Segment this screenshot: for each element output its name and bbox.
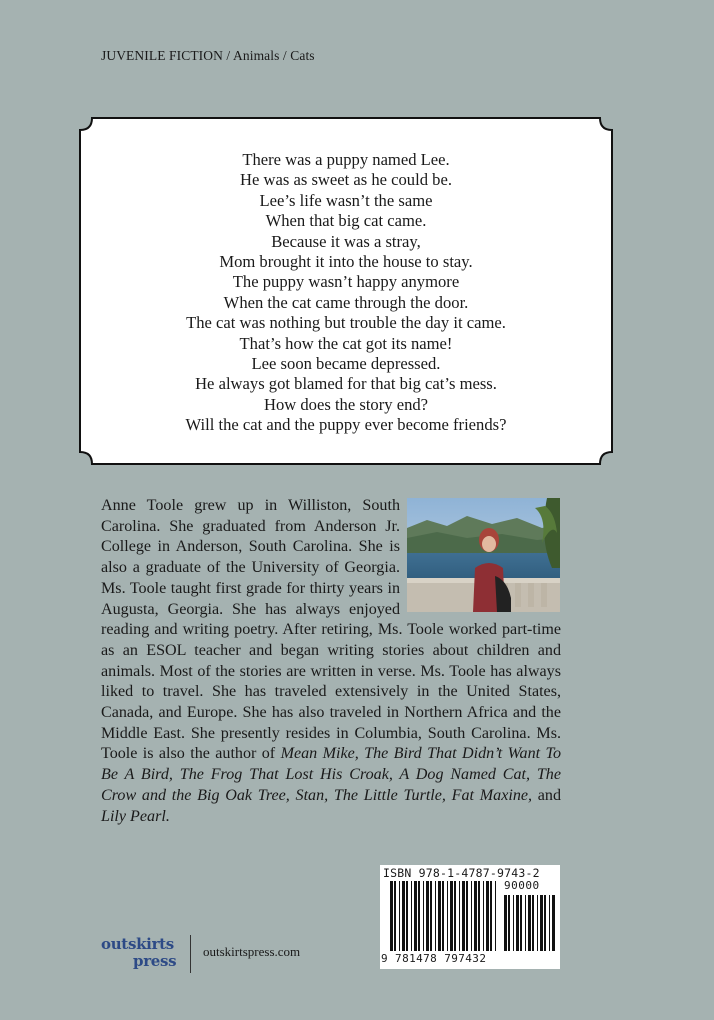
bio-book-titles: Mean Mike, The Bird That Didn’t Want To Be A Bird, The Frog That Lost His Croak, A Dog Named Cat, The Crow and the Big Oak Tree, Stan, The Little Turtle, Fat Maxine, (101, 745, 561, 804)
ean-digits: 9 781478 797432 (381, 952, 487, 965)
poem-line: When that big cat came. (265, 211, 427, 231)
poem-line: Lee’s life wasn’t the same (259, 190, 433, 210)
poem-line: How does the story end? (263, 394, 429, 414)
poem-line: There was a puppy named Lee. (242, 150, 450, 169)
poem-line: Will the cat and the puppy ever become friends? (185, 415, 507, 435)
price-code: 90000 (504, 879, 540, 892)
poem-line: Mom brought it into the house to stay. (219, 252, 473, 272)
author-bio (101, 496, 561, 827)
bio-and: and (532, 786, 561, 804)
publisher-logo (101, 935, 181, 979)
logo-press: press (133, 952, 177, 970)
publisher-url: outskirtspress.com (203, 944, 301, 959)
isbn-label: ISBN 978-1-4787-9743-2 (383, 866, 540, 880)
category-label: JUVENILE FICTION / Animals / Cats (101, 48, 315, 63)
bio-text: Anne Toole grew up in Williston, South Carolina. She graduated from Anderson Jr. College in Anderson, South Carolina. She is also a graduate of the University of Georgia. Ms. Toole taught first grade for thirty years in Augusta, Georgia. She has always enjoyed reading and writing poetry. After retiring, Ms. Toole worked part-time as an ESOL teacher and began writing stories about children and animals. Most of the stories are written in verse. Ms. Toole has always liked to travel. She has traveled extensively in the United States, Canada, and Europe. She has also traveled in Northern Africa and the Middle East. She presently resides in Columbia, South Carolina. Ms. Toole is also the author of (101, 497, 561, 763)
poem-line: He was as sweet as he could be. (240, 170, 452, 190)
isbn-barcode (380, 865, 560, 969)
bio-last-title: Lily Pearl. (101, 807, 170, 825)
poem-frame (78, 116, 614, 466)
divider (190, 935, 191, 973)
poem-line: Because it was a stray, (271, 231, 421, 251)
poem-line: He always got blamed for that big cat’s mess. (195, 374, 497, 394)
logo-outskirts: outskirts (101, 935, 174, 953)
poem-line: Lee soon became depressed. (251, 354, 441, 374)
poem-line: That’s how the cat got its name! (239, 333, 453, 353)
poem-line: The puppy wasn’t happy anymore (232, 272, 460, 292)
poem-line: The cat was nothing but trouble the day it came. (186, 313, 506, 333)
poem-line: When the cat came through the door. (223, 292, 469, 312)
poem-text (78, 150, 614, 436)
